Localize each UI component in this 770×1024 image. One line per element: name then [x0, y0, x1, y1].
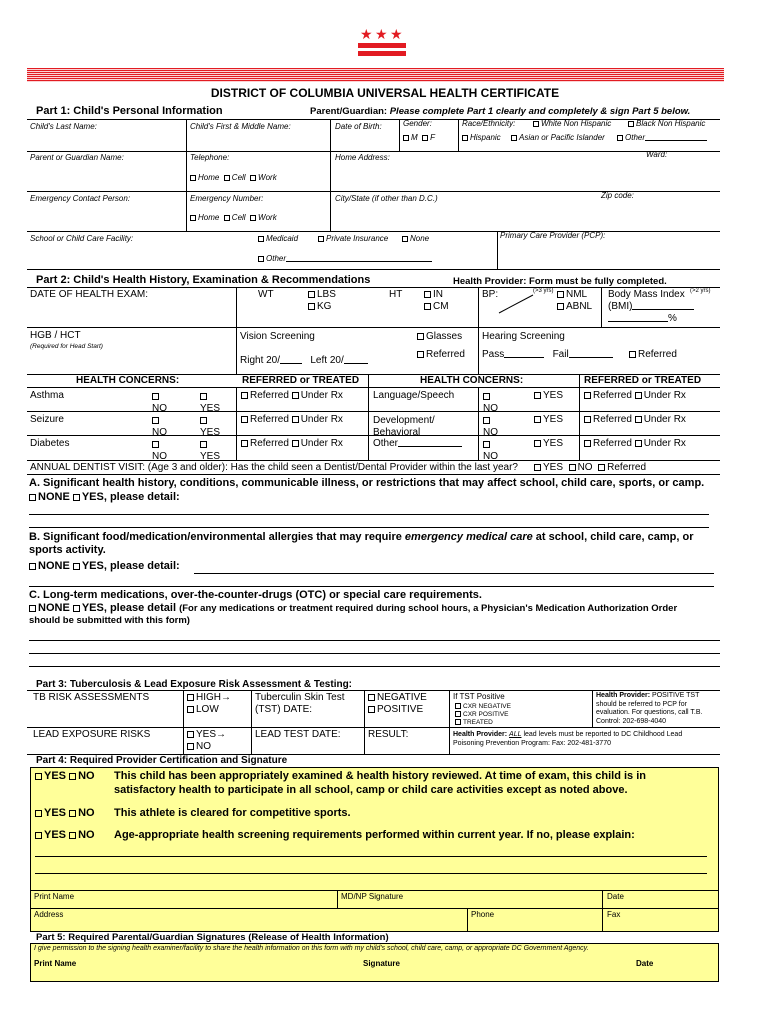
parent-date-label: Date [636, 959, 654, 968]
gender-options[interactable]: M F [403, 134, 435, 142]
emergency-number-label: Emergency Number: [190, 194, 264, 203]
provider-phone-label: Phone [471, 910, 495, 919]
phone-type-options[interactable]: Home Cell Work [190, 174, 277, 182]
nml-option[interactable]: NML [557, 290, 587, 300]
abnl-option[interactable]: ABNL [557, 302, 592, 312]
part3-title: Part 3: Tuberculosis & Lead Exposure Risk Assessment & Testing: [36, 679, 353, 690]
tst-label: Tuberculin Skin Test [255, 692, 345, 703]
concern-diabetes: Diabetes [30, 438, 70, 449]
development-referred-options[interactable]: Referred Under Rx [584, 415, 686, 425]
if-tst-positive-label: If TST Positive [453, 692, 505, 701]
asthma-referred-options[interactable]: Referred Under Rx [241, 391, 343, 401]
health-concerns-header-right: HEALTH CONCERNS: [420, 375, 524, 386]
bmi-label: Body Mass Index [608, 289, 685, 300]
race-white-option[interactable]: White Non Hispanic [533, 120, 611, 128]
cert-statement-1b: satisfactory health to participate in all school, camp or child care activities except as noted above. [114, 784, 628, 796]
emergency-contact-label: Emergency Contact Person: [30, 194, 131, 203]
dentist-question: ANNUAL DENTIST VISIT: (Age 3 and older): Has the child seen a Dentist/Dental Provider within the last year? [30, 462, 518, 473]
hgb-label: HGB / HCT [30, 330, 81, 341]
hearing-referred-option[interactable]: Referred [629, 350, 677, 360]
medicaid-option[interactable]: Medicaid [258, 235, 298, 243]
private-insurance-option[interactable]: Private Insurance [318, 235, 388, 243]
height-label: HT [389, 289, 403, 300]
bmi-percent-field[interactable]: % [608, 314, 677, 324]
concern-development: Development/ Behavioral [373, 415, 435, 438]
section-c-title: C. Long-term medications, over-the-counter-drugs (OTC) or special care requirements. [29, 589, 482, 601]
section-c-options[interactable]: NONE YES, please detail (For any medications or treatment required during school hours, a Physician's Medication Authorization Order [29, 603, 677, 614]
cert-statement-3: Age-appropriate health screening requirements performed within current year. If no, please explain: [114, 829, 635, 841]
vision-acuity-fields[interactable]: Right 20/ Left 20/ [240, 356, 368, 366]
dc-flag-logo [358, 27, 406, 49]
provider-print-name-label: Print Name [34, 892, 75, 901]
cm-option[interactable]: CM [424, 302, 449, 312]
kg-option[interactable]: KG [308, 302, 331, 312]
part1-title: Part 1: Child's Personal Information [36, 105, 223, 117]
ward-label: Ward: [646, 150, 668, 159]
in-option[interactable]: IN [424, 290, 443, 300]
part2-title: Part 2: Child's Health History, Examination & Recommendations [36, 274, 371, 286]
zip-label: Zip code: [601, 191, 634, 200]
bp-label: BP: [482, 289, 499, 300]
exam-date-label: DATE OF HEALTH EXAM: [30, 289, 148, 300]
dob-label: Date of Birth: [335, 122, 382, 131]
asthma-yes-option[interactable]: YES [200, 391, 220, 415]
glasses-option[interactable]: Glasses [417, 332, 462, 342]
lead-result-label: RESULT: [368, 729, 409, 740]
hgb-note: (Required for Head Start) [30, 343, 103, 350]
first-name-label: Child's First & Middle Name: [190, 122, 291, 131]
tst-negative-option[interactable]: NEGATIVE [368, 693, 427, 703]
language-no-option[interactable]: NO [483, 391, 498, 415]
part1-instruction: Parent/Guardian: Please complete Part 1 clearly and completely & sign Part 5 below. [310, 106, 691, 117]
other-referred-options[interactable]: Referred Under Rx [584, 439, 686, 449]
vision-referred-option[interactable]: Referred [417, 350, 465, 360]
vision-label: Vision Screening [240, 331, 315, 342]
referred-treated-header-left: REFERRED or TREATED [242, 375, 360, 386]
lead-risk-label: LEAD EXPOSURE RISKS [33, 729, 151, 740]
star-icon: ★ [375, 26, 388, 42]
diabetes-yes-option[interactable]: YES [200, 439, 220, 463]
insurance-none-option[interactable]: None [402, 235, 429, 243]
gender-label: Gender: [403, 119, 432, 128]
seizure-yes-option[interactable]: YES [200, 415, 220, 439]
section-b-title-2: sports activity. [29, 544, 106, 556]
provider-date-label: Date [607, 892, 624, 901]
lead-provider-note: Health Provider: ALL lead levels must be reported to DC Childhood Lead Poisoning Prevention Program: Fax: 202-481-3770 [453, 731, 683, 747]
section-c-note: should be submitted with this form) [29, 615, 190, 626]
seizure-no-option[interactable]: NO [152, 415, 167, 439]
health-concerns-header-left: HEALTH CONCERNS: [76, 375, 180, 386]
section-b-title: B. Significant food/medication/environmental allergies that may require emergency medical care at school, child care, camp, or [29, 531, 694, 543]
last-name-label: Child's Last Name: [30, 122, 97, 131]
dentist-options[interactable]: YES NO Referred [534, 463, 646, 473]
race-black-option[interactable]: Black Non Hispanic [628, 120, 705, 128]
concern-seizure: Seizure [30, 414, 64, 425]
insurance-other-option[interactable]: Other [258, 255, 432, 263]
hearing-label: Hearing Screening [482, 331, 565, 342]
pcp-label: Primary Care Provider (PCP): [500, 231, 606, 240]
section-b-options[interactable]: NONE YES, please detail: [29, 561, 180, 572]
lbs-option[interactable]: LBS [308, 290, 336, 300]
tst-date-label: (TST) DATE: [255, 704, 313, 715]
lead-yes-option[interactable]: YES→ [187, 730, 226, 740]
race-hispanic-option[interactable]: Hispanic [462, 134, 501, 142]
home-address-label: Home Address: [335, 153, 390, 162]
part4-title: Part 4: Required Provider Certification and Signature [36, 755, 288, 766]
header-stripe [27, 68, 724, 82]
section-a-title: A. Significant health history, conditions, communicable illness, or restrictions that may affect school, child care, sports, or camp. [29, 477, 705, 489]
provider-address-label: Address [34, 910, 64, 919]
release-permission-text: I give permission to the signing health examiner/facility to share the health information on this form with my child's school, child care, camp, or appropriate DC Government Agency. [34, 945, 589, 952]
referred-treated-header-right: REFERRED or TREATED [584, 375, 702, 386]
cert-statement-1: This child has been appropriately examined & health history reviewed. At time of exam, this child is in [114, 770, 647, 782]
language-yes-option[interactable]: YES [534, 391, 563, 401]
cert-yes-no-2[interactable]: YES NO [35, 808, 95, 819]
bmi-field[interactable]: (BMI) [608, 302, 694, 312]
bp-slash [495, 291, 537, 315]
development-no-option[interactable]: NO [483, 415, 498, 439]
tb-risk-label: TB RISK ASSESSMENTS [33, 692, 150, 703]
school-facility-label: School or Child Care Facility: [30, 234, 134, 243]
tst-positive-option[interactable]: POSITIVE [368, 705, 423, 715]
tb-high-option[interactable]: HIGH→ [187, 693, 231, 703]
concern-other[interactable]: Other [373, 439, 462, 449]
cxr-options[interactable]: CXR NEGATIVE CXR POSITIVE TREATED [455, 703, 511, 727]
hearing-results[interactable]: Pass Fail [482, 350, 613, 360]
other-yes-option[interactable]: YES [534, 439, 563, 449]
weight-label: WT [258, 289, 274, 300]
page-title: DISTRICT OF COLUMBIA UNIVERSAL HEALTH CERTIFICATE [210, 86, 560, 100]
concern-language-speech: Language/Speech [373, 390, 455, 401]
race-other-option[interactable]: Other [617, 134, 707, 142]
tb-provider-note: Health Provider: POSITIVE TST should be referred to PCP for evaluation. For questions, call T.B. Control: 202-698-4040 [596, 692, 703, 725]
cert-yes-no-3[interactable]: YES NO [35, 830, 95, 841]
asthma-no-option[interactable]: NO [152, 391, 167, 415]
cert-yes-no-1[interactable]: YES NO [35, 771, 95, 782]
part5-title: Part 5: Required Parental/Guardian Signatures (Release of Health Information) [36, 932, 389, 943]
concern-asthma: Asthma [30, 390, 64, 401]
race-asian-option[interactable]: Asian or Pacific Islander [511, 134, 605, 142]
parent-name-label: Parent or Guardian Name: [30, 153, 124, 162]
star-icon: ★ [360, 26, 373, 42]
diabetes-referred-options[interactable]: Referred Under Rx [241, 439, 343, 449]
bmi-age-note: (>2 yrs) [690, 288, 711, 294]
parent-signature-label: Signature [363, 959, 400, 968]
emergency-phone-type-options[interactable]: Home Cell Work [190, 214, 277, 222]
part2-provider-note: Health Provider: Form must be fully completed. [453, 276, 667, 287]
provider-fax-label: Fax [607, 910, 621, 919]
section-a-options[interactable]: NONE YES, please detail: [29, 492, 180, 503]
language-referred-options[interactable]: Referred Under Rx [584, 391, 686, 401]
other-no-option[interactable]: NO [483, 439, 498, 463]
city-state-label: City/State (if other than D.C.) [335, 194, 438, 203]
diabetes-no-option[interactable]: NO [152, 439, 167, 463]
parent-print-name-label: Print Name [34, 959, 77, 968]
telephone-label: Telephone: [190, 153, 230, 162]
lead-test-date-label: LEAD TEST DATE: [255, 729, 341, 740]
bp-age-note: (>3 yrs) [533, 288, 554, 294]
tb-low-option[interactable]: LOW [187, 705, 219, 715]
race-label: Race/Ethnicity: [462, 119, 516, 128]
lead-no-option[interactable]: NO [187, 742, 211, 752]
star-icon: ★ [390, 26, 403, 42]
md-np-signature-label: MD/NP Signature [341, 892, 404, 901]
cert-statement-2: This athlete is cleared for competitive sports. [114, 807, 351, 819]
development-yes-option[interactable]: YES [534, 415, 563, 425]
seizure-referred-options[interactable]: Referred Under Rx [241, 415, 343, 425]
